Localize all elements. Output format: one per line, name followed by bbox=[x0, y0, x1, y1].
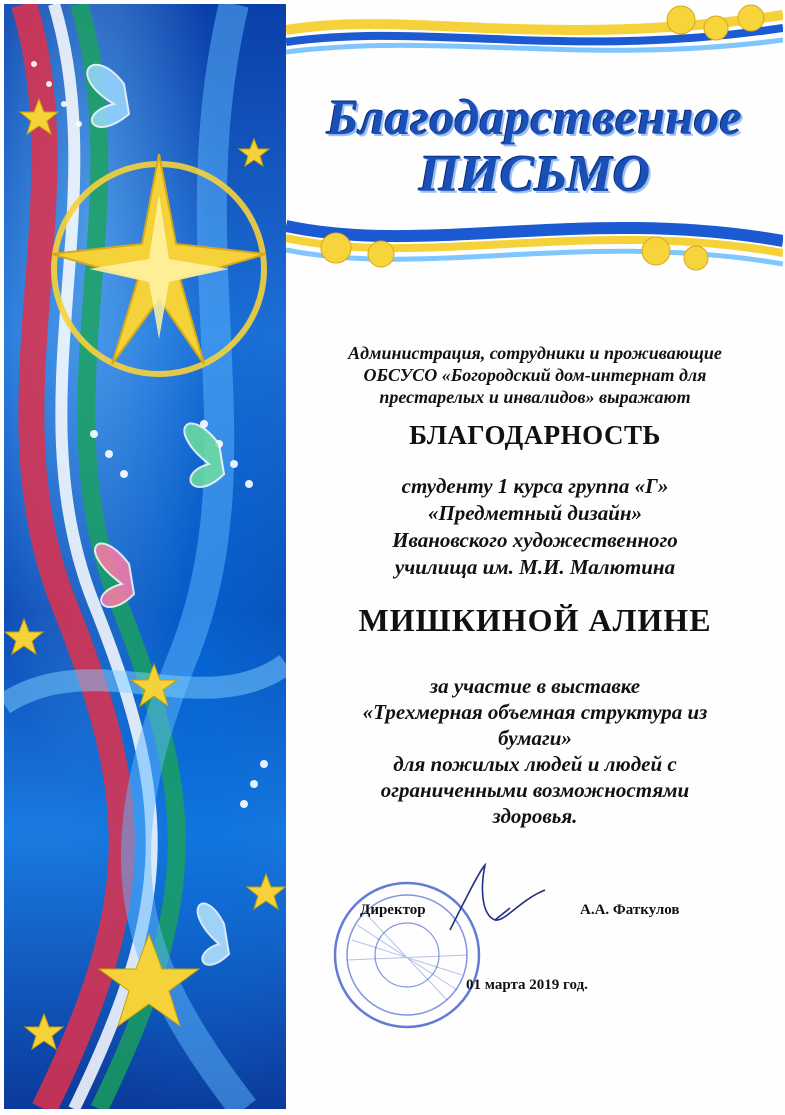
top-band-artwork bbox=[286, 0, 783, 58]
reason-line: бумаги» bbox=[498, 726, 572, 750]
thanks-heading: БЛАГОДАРНОСТЬ bbox=[409, 420, 661, 450]
recipient-info bbox=[300, 473, 770, 581]
signatory-title: Директор bbox=[360, 902, 426, 918]
reason-line: ограниченными возможностями bbox=[380, 778, 690, 802]
certificate-title-line1: Благодарственное bbox=[326, 89, 743, 145]
reason-line: за участие в выставке bbox=[429, 674, 641, 698]
decorative-panel bbox=[4, 4, 286, 1109]
issue-date: 01 марта 2019 год. bbox=[466, 977, 588, 993]
recipient-info-line: студенту 1 курса группа «Г» bbox=[401, 474, 669, 498]
recipient-info-line: «Предметный дизайн» bbox=[427, 501, 643, 525]
reason-text bbox=[300, 673, 770, 829]
top-decorative-band bbox=[286, 0, 783, 58]
certificate-title-line2: ПИСЬМО bbox=[418, 146, 651, 203]
recipient-info-line: училища им. М.И. Малютина bbox=[394, 555, 676, 579]
recipient-info-line: Ивановского художественного bbox=[392, 528, 678, 552]
signature-artwork bbox=[440, 860, 550, 940]
intro-line: Администрация, сотрудники и проживающие bbox=[348, 343, 722, 363]
reason-line: «Трехмерная объемная структура из bbox=[362, 700, 708, 724]
title-band-artwork bbox=[286, 206, 783, 276]
decorative-artwork bbox=[4, 4, 286, 1109]
signature bbox=[440, 860, 550, 940]
signatory-name: А.А. Фаткулов bbox=[580, 902, 680, 918]
intro-text bbox=[300, 342, 770, 408]
reason-line: для пожилых людей и людей с bbox=[393, 752, 677, 776]
reason-line: здоровья. bbox=[492, 804, 578, 828]
title-decorative-band bbox=[286, 206, 783, 276]
recipient-name: МИШКИНОЙ АЛИНЕ bbox=[358, 602, 712, 638]
intro-line: престарелых и инвалидов» выражают bbox=[379, 387, 691, 407]
intro-line: ОБСУСО «Богородский дом-интернат для bbox=[363, 365, 707, 385]
